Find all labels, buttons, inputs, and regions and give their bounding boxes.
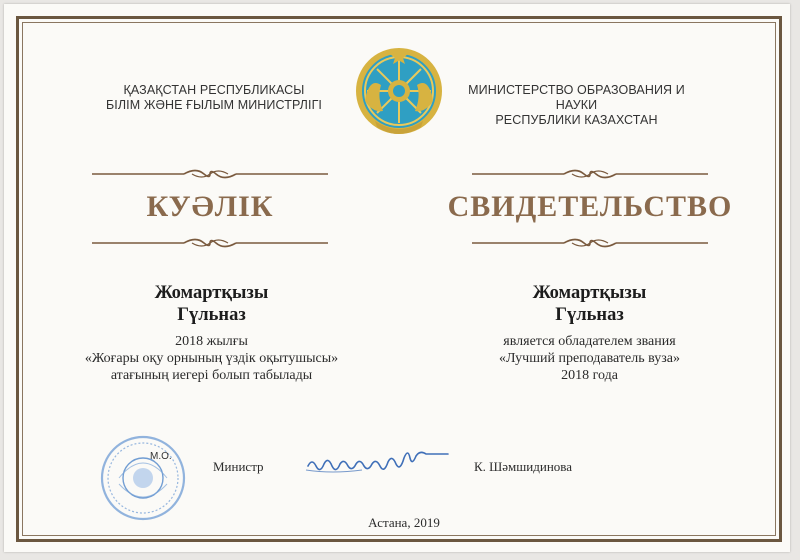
left-text-line3: атағының иегері болып табылады xyxy=(110,368,313,383)
left-recipient xyxy=(74,282,349,326)
state-emblem-icon xyxy=(355,47,443,139)
right-header-line1: МИНИСТЕРСТВО ОБРАЗОВАНИЯ И НАУКИ xyxy=(468,83,685,112)
ornament-divider-icon xyxy=(92,236,328,250)
certificate-sheet xyxy=(4,4,790,552)
right-text-line2: «Лучший преподаватель вуза» xyxy=(499,351,680,366)
signature-icon xyxy=(302,444,452,484)
right-name-line1: Жомартқызы xyxy=(532,283,647,303)
left-title: КУӘЛІК xyxy=(146,190,274,223)
right-name-line2: Гүльназ xyxy=(555,305,624,325)
minister-label: Министр xyxy=(213,459,264,474)
minister-name: К. Шәмшидинова xyxy=(474,459,573,474)
left-name-line1: Жомартқызы xyxy=(154,283,269,303)
right-text-line1: является обладателем звания xyxy=(503,334,676,349)
left-text-line2: «Жоғары оқу орнының үздік оқытушысы» xyxy=(84,351,339,366)
right-header-line2: РЕСПУБЛИКИ КАЗАХСТАН xyxy=(495,113,658,127)
place-date: Астана, 2019 xyxy=(368,515,440,530)
left-text-line1: 2018 жылғы xyxy=(175,334,248,349)
right-title: СВИДЕТЕЛЬСТВО xyxy=(447,190,733,223)
right-text-line3: 2018 года xyxy=(561,368,618,383)
right-header xyxy=(459,83,694,128)
left-name-line2: Гүльназ xyxy=(177,305,246,325)
ornament-divider-icon xyxy=(472,236,708,250)
left-header-line1: ҚАЗАҚСТАН РЕСПУБЛИКАСЫ xyxy=(123,83,305,97)
left-body xyxy=(64,333,359,384)
left-header-line2: БІЛІМ ЖӘНЕ ҒЫЛЫМ МИНИСТРЛІГІ xyxy=(105,98,323,112)
right-recipient xyxy=(452,282,727,326)
stamp-seal-icon xyxy=(99,434,187,522)
ornament-divider-icon xyxy=(472,167,708,181)
seal-label: М.О. xyxy=(150,451,172,462)
right-body xyxy=(452,333,727,384)
ornament-divider-icon xyxy=(92,167,328,181)
left-header xyxy=(99,83,329,113)
